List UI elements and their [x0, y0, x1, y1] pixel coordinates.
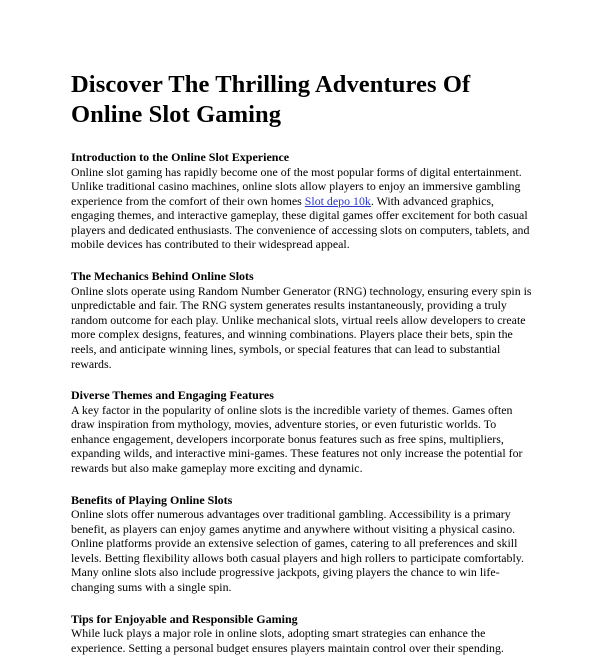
- article-title: Discover The Thrilling Adventures Of Online Slot Gaming: [71, 71, 471, 128]
- section-benefits: [71, 493, 533, 595]
- section-paragraph: Online slots offer numerous advantages over traditional gambling. Accessibility is a primary benefit, as players can enjoy games anytime and anywhere without visiting a physical casino. Online platforms provide an extensive selection of games, catering to all preferences and skill levels. Betting flexibility allows both casual players and high rollers to participate comfortably. Many online slots also include progressive jackpots, giving players the chance to win life-changing sums with a single spin.: [71, 507, 524, 595]
- section-themes: [71, 388, 533, 475]
- section-heading: Diverse Themes and Engaging Features: [71, 388, 274, 403]
- section-introduction: [71, 150, 533, 252]
- paragraph-text: Online slot gaming has rapidly become one of the most popular forms of digital entertainment. Unlike traditional casino machines, online slots allow players to enjoy an immersive gambling experience from the comfort of their own homes: [71, 164, 522, 208]
- section-heading: The Mechanics Behind Online Slots: [71, 269, 254, 284]
- article: [71, 70, 533, 672]
- section-heading: Introduction to the Online Slot Experience: [71, 150, 290, 164]
- section-heading: Benefits of Playing Online Slots: [71, 492, 233, 507]
- section-paragraph: A key factor in the popularity of online slots is the incredible variety of themes. Games often draw inspiration from mythology, movies, adventure stories, or even futuristic worlds. To enhance engagement, developers incorporate bonus features such as free spins, multipliers, expanding wilds, and interactive mini-games. These features not only increase the potential for rewards but also make gameplay more exciting and dynamic.: [71, 402, 523, 475]
- paragraph-text: . With advanced graphics, engaging themes, and interactive gameplay, these digital games offer excitement for both casual players and dedicated enthusiasts. The convenience of accessing slots on computers, tablets, and mobile devices has contributed to their widespread appeal.: [71, 193, 530, 252]
- section-paragraph: While luck plays a major role in online slots, adopting smart strategies can enhance the experience. Setting a personal budget ensures players maintain control over their spending.: [71, 626, 504, 655]
- section-paragraph: [71, 165, 533, 253]
- section-paragraph: Online slots operate using Random Number Generator (RNG) technology, ensuring every spin is unpredictable and fair. The RNG system generates results instantaneously, providing a truly random outcome for each play. Unlike mechanical slots, virtual reels allow developers to create more complex designs, features, and winning combinations. Players place their bets, spin the reels, and anticipate winning lines, symbols, or special features that can lead to substantial rewards.: [71, 283, 532, 371]
- section-mechanics: [71, 269, 533, 371]
- section-tips: [71, 612, 533, 656]
- section-heading: Tips for Enjoyable and Responsible Gaming: [71, 611, 298, 626]
- slot-depo-link[interactable]: Slot depo 10k: [304, 193, 371, 208]
